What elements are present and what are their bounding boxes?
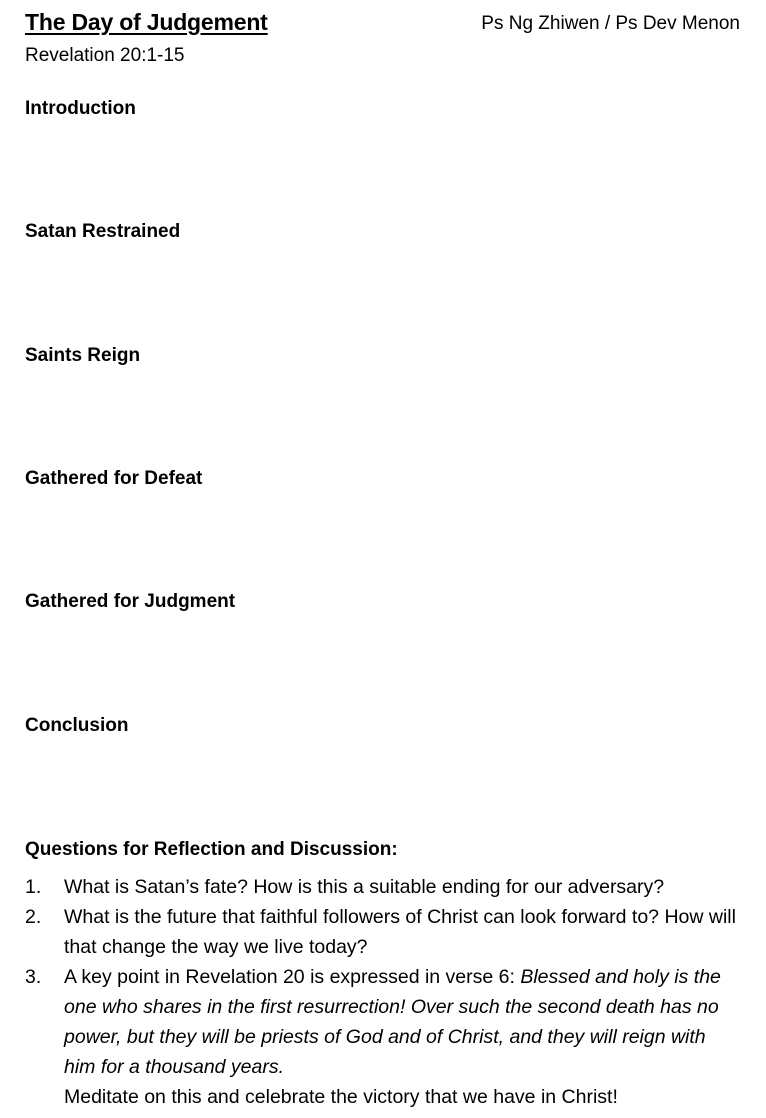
question-item-1 — [25, 872, 737, 902]
question-number: 3. — [25, 966, 42, 988]
question-item-3 — [25, 962, 737, 1112]
questions-heading: Questions for Reflection and Discussion: — [25, 839, 398, 860]
section-heading-introduction: Introduction — [25, 98, 136, 119]
section-heading-conclusion: Conclusion — [25, 715, 129, 736]
question-text: What is Satan’s fate? How is this a suitable ending for our adversary? — [64, 876, 665, 898]
question-text: What is the future that faithful followers of Christ can look forward to? How will that change the way we live today? — [64, 906, 736, 958]
question-number: 2. — [25, 906, 42, 928]
section-heading-saints-reign: Saints Reign — [25, 345, 141, 366]
question-followup: Meditate on this and celebrate the victory that we have in Christ! — [64, 1086, 618, 1108]
question-lead-text: A key point in Revelation 20 is expressed in verse 6: — [64, 966, 521, 988]
page-title: The Day of Judgement — [25, 9, 268, 35]
question-text — [64, 966, 721, 1078]
scripture-reference: Revelation 20:1-15 — [25, 45, 185, 66]
questions-list — [25, 872, 737, 1112]
question-number: 1. — [25, 876, 42, 898]
question-item-2 — [25, 902, 737, 962]
speaker-names: Ps Ng Zhiwen / Ps Dev Menon — [481, 13, 740, 34]
section-heading-gathered-for-judgment: Gathered for Judgment — [25, 591, 236, 612]
section-heading-satan-restrained: Satan Restrained — [25, 221, 181, 242]
verse-quote: Blessed and holy is the one who shares in the first resurrection! Over such the second death has no power, but they will be priests of God and of Christ, and they will reign with him for a thousand years. — [64, 966, 721, 1078]
section-heading-gathered-for-defeat: Gathered for Defeat — [25, 468, 203, 489]
